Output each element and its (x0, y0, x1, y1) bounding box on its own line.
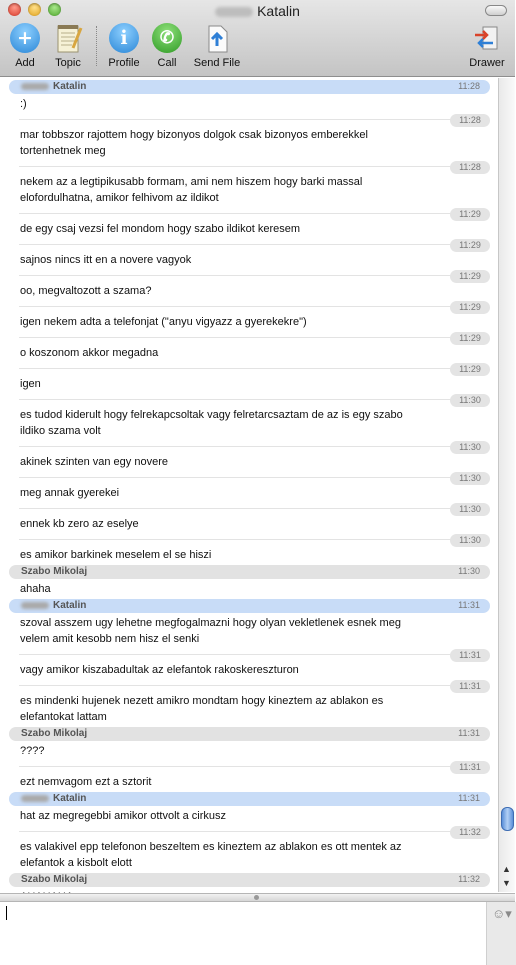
message-divider (19, 275, 471, 276)
message-text: es amikor barkinek meselem el se hiszi (20, 549, 212, 561)
sender-header (9, 792, 490, 806)
sender-name (21, 874, 87, 885)
input-sidebar (486, 902, 516, 965)
toolbar-separator (96, 26, 97, 66)
topic-button[interactable] (49, 22, 87, 72)
message-divider (19, 654, 471, 655)
message-divider (19, 244, 471, 245)
smiley-icon[interactable]: ☺▾ (492, 906, 512, 921)
add-contact-icon: + (9, 22, 41, 54)
timestamp: 11:32 (458, 874, 480, 884)
sender-name (21, 728, 87, 739)
scroll-up-arrow[interactable]: ▲ (502, 864, 511, 874)
drawer-button[interactable] (466, 22, 508, 72)
drawer-icon (471, 22, 503, 54)
timestamp: 11:29 (450, 270, 490, 283)
drawer-label: Drawer (469, 57, 505, 69)
message-text: igen nekem adta a telefonjat ("anyu vigyazz a gyerekekre") (20, 316, 307, 328)
message-divider (19, 477, 471, 478)
toolbar-toggle-button[interactable] (485, 5, 507, 16)
timestamp: 11:32 (450, 826, 490, 839)
timestamp: 11:29 (450, 332, 490, 345)
call-label: Call (157, 57, 177, 69)
message-text: ezt nemvagom ezt a sztorit (20, 776, 152, 788)
timestamp: 11:30 (450, 441, 490, 454)
message-text: :) (20, 98, 27, 110)
message-text: nekem az a legtipikusabb formam, ami nem hiszem hogy barki massal elofordulhatna, amikor felhivom az ildikot (20, 176, 363, 204)
title-bar (0, 0, 515, 20)
timestamp: 11:31 (450, 761, 490, 774)
message-divider (19, 399, 471, 400)
sender-name (21, 566, 87, 577)
timestamp: 11:31 (458, 728, 480, 738)
timestamp: 11:31 (458, 600, 480, 610)
timestamp: 11:29 (450, 301, 490, 314)
scrollbar-thumb[interactable] (501, 807, 514, 831)
timestamp: 11:28 (450, 161, 490, 174)
message-text: szoval asszem ugy lehetne megfogalmazni hogy olyan vekletlenek esnek meg velem amit kesobb nem hisz el senki (20, 617, 401, 645)
phone-icon: ✆ (151, 22, 183, 54)
message-divider (19, 508, 471, 509)
redacted-surname (215, 7, 253, 17)
redacted-surname (21, 795, 49, 802)
sender-header (9, 727, 490, 741)
scroll-down-arrow[interactable]: ▼ (502, 878, 511, 888)
message-divider (19, 306, 471, 307)
sender-name-text: Katalin (53, 600, 87, 611)
timestamp: 11:28 (450, 114, 490, 127)
redacted-surname (21, 83, 49, 90)
timestamp: 11:31 (450, 680, 490, 693)
message-divider (19, 539, 471, 540)
topic-label: Topic (55, 57, 81, 69)
sender-name (21, 793, 86, 804)
message-text: es tudod kiderult hogy felrekapcsoltak vagy felretarcsaztam de az is egy szabo ildiko szama volt (20, 409, 403, 437)
message-divider (19, 446, 471, 447)
message-text: ???? (20, 745, 45, 757)
timestamp: 11:31 (450, 649, 490, 662)
sender-name-text: Katalin (53, 793, 87, 804)
timestamp: 11:30 (450, 534, 490, 547)
message-text: akinek szinten van egy novere (20, 456, 168, 468)
window-title-text: Katalin (257, 3, 300, 19)
message-divider (19, 685, 471, 686)
chat-transcript[interactable] (9, 78, 490, 892)
sender-header (9, 565, 490, 579)
timestamp: 11:30 (450, 472, 490, 485)
window-title (0, 3, 515, 19)
timestamp: 11:30 (450, 394, 490, 407)
message-text: es valakivel epp telefonon beszeltem es kineztem az ablakon es ott mentek az elefantok a kisbolt elott (20, 841, 402, 869)
add-label: Add (15, 57, 35, 69)
message-text: oo, megvaltozott a szama? (20, 285, 152, 297)
profile-label: Profile (108, 57, 140, 69)
sender-header (9, 599, 490, 613)
transcript-scrollbar[interactable] (498, 78, 515, 892)
message-divider (19, 119, 471, 120)
message-text: ennek kb zero az eselye (20, 518, 139, 530)
message-divider (19, 213, 471, 214)
sender-name-text: Szabo Mikolaj (21, 566, 88, 577)
window-chrome (0, 0, 515, 77)
timestamp: 11:31 (458, 793, 480, 803)
call-button[interactable] (150, 22, 184, 72)
sender-name (21, 81, 86, 92)
file-upload-icon (201, 22, 233, 54)
message-text: igen (20, 378, 41, 390)
info-icon: i (108, 22, 140, 54)
message-text: vagy amikor kiszabadultak az elefantok rakoskereszturon (20, 664, 299, 676)
timestamp: 11:29 (450, 239, 490, 252)
send-file-label: Send File (193, 57, 241, 69)
text-caret (6, 906, 7, 920)
sender-header (9, 80, 490, 94)
message-text: es mindenki hujenek nezett amikro mondtam hogy kineztem az ablakon es elefantokat lattam (20, 695, 384, 723)
add-button[interactable] (6, 22, 44, 72)
timestamp: 11:29 (450, 208, 490, 221)
timestamp: 11:30 (458, 566, 480, 576)
sender-name-text: Szabo Mikolaj (21, 728, 88, 739)
redacted-surname (21, 602, 49, 609)
message-text: ahaha (20, 583, 51, 595)
message-text: sajnos nincs itt en a novere vagyok (20, 254, 192, 266)
message-divider (19, 831, 471, 832)
timestamp: 11:28 (458, 81, 480, 91)
timestamp: 11:30 (450, 503, 490, 516)
sender-header (9, 873, 490, 887)
sender-name (21, 600, 86, 611)
sender-name-text: Szabo Mikolaj (21, 874, 88, 885)
message-text: o koszonom akkor megadna (20, 347, 159, 359)
pane-splitter[interactable] (0, 893, 515, 902)
splitter-grip[interactable] (254, 895, 259, 900)
message-text: hat az megregebbi amikor ottvolt a cirkusz (20, 810, 227, 822)
message-divider (19, 166, 471, 167)
message-text: mar tobbszor rajottem hogy bizonyos dolgok csak bizonyos emberekkel tortenhetnek meg (20, 129, 368, 157)
message-divider (19, 337, 471, 338)
message-text: meg annak gyerekei (20, 487, 120, 499)
message-divider (19, 368, 471, 369)
profile-button[interactable] (104, 22, 144, 72)
message-text: de egy csaj vezsi fel mondom hogy szabo ildikot keresem (20, 223, 301, 235)
send-file-button[interactable] (191, 22, 243, 72)
sender-name-text: Katalin (53, 81, 87, 92)
timestamp: 11:29 (450, 363, 490, 376)
message-divider (19, 766, 471, 767)
message-input[interactable] (0, 902, 486, 965)
notepad-icon (52, 22, 84, 54)
